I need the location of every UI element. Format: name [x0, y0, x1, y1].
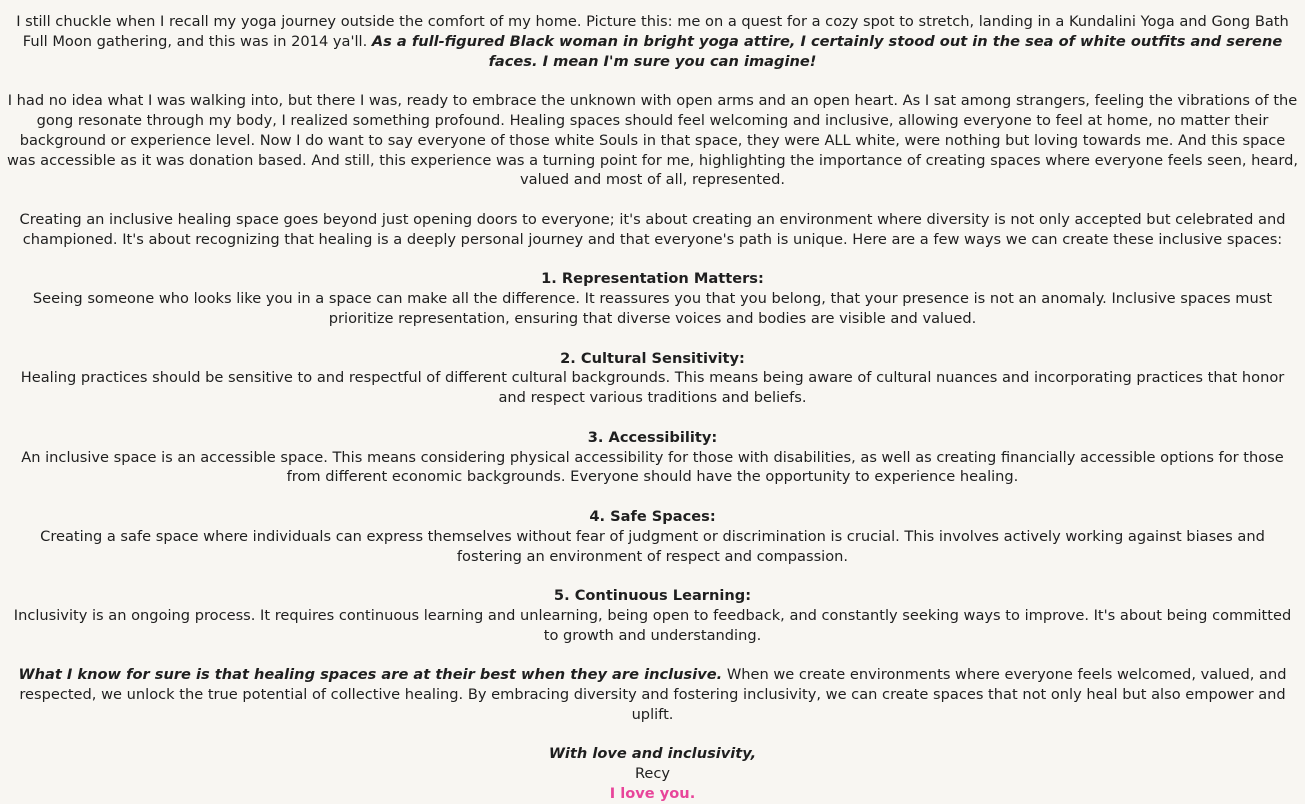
- section-heading: 3. Accessibility:: [587, 428, 718, 446]
- signature-closing: With love and inclusivity,: [548, 745, 757, 763]
- intro-paragraph-3: Creating an inclusive healing space goes beyond just opening doors to everyone; it's about creating an environment where diversity is not only accepted but celebrated and championed. It's about recognizing that healing is a deeply personal journey and that everyone's path is unique. Here are a few ways we can create these inclusive spaces:: [19, 210, 1286, 248]
- section-safe-spaces: [6, 507, 1299, 566]
- section-body: Creating a safe space where individuals can express themselves without fear of judgment or discrimination is crucial. This involves actively working against biases and fostering an environment of respect and compassion.: [40, 527, 1265, 565]
- signature-name: Recy: [634, 765, 671, 783]
- section-body: Healing practices should be sensitive to and respectful of different cultural backgrounds. This means being aware of cultural nuances and incorporating practices that honor and respect various traditions and beliefs.: [20, 369, 1285, 407]
- section-accessibility: [6, 428, 1299, 487]
- section-heading: 1. Representation Matters:: [541, 270, 764, 288]
- section-body: An inclusive space is an accessible space. This means considering physical accessibility for those with disabilities, as well as creating financially accessible options for those from different economic backgrounds. Everyone should have the opportunity to experience healing.: [21, 448, 1284, 486]
- section-cultural-sensitivity: [6, 349, 1299, 408]
- section-continuous-learning: [6, 586, 1299, 645]
- section-body: Inclusivity is an ongoing process. It requires continuous learning and unlearning, being open to feedback, and constantly seeking ways to improve. It's about being committed to growth and understanding.: [13, 606, 1292, 644]
- section-heading: 4. Safe Spaces:: [589, 507, 716, 525]
- section-representation: [6, 269, 1299, 328]
- conclusion-paragraph: [6, 665, 1299, 724]
- section-heading: 5. Continuous Learning:: [553, 587, 752, 605]
- signature-block: [6, 744, 1299, 803]
- conclusion-emphasis: What I know for sure is that healing spaces are at their best when they are inclusive.: [18, 666, 723, 684]
- intro-paragraph-1: [6, 12, 1299, 71]
- love-note: I love you.: [609, 785, 696, 803]
- intro-paragraph-2: I had no idea what I was walking into, but there I was, ready to embrace the unknown with open arms and an open heart. As I sat among strangers, feeling the vibrations of the gong resonate through my body, I realized something profound. Healing spaces should feel welcoming and inclusive, allowing everyone to feel at home, no matter their background or experience level. Now I do want to say everyone of those white Souls in that space, they were ALL white, were nothing but loving towards me. And this space was accessible as it was donation based. And still, this experience was a turning point for me, highlighting the importance of creating spaces where everyone feels seen, heard, valued and most of all, represented.: [7, 92, 1298, 189]
- conclusion-text: When we create environments where everyone feels welcomed, valued, and respected, we unlock the true potential of collective healing. By embracing diversity and fostering inclusivity, we can create spaces that not only heal but also empower and uplift.: [19, 666, 1287, 723]
- intro-paragraph-1-emphasis: As a full-figured Black woman in bright yoga attire, I certainly stood out in the sea of white outfits and serene faces. I mean I'm sure you can imagine!: [371, 32, 1283, 70]
- section-heading: 2. Cultural Sensitivity:: [560, 349, 745, 367]
- intro-paragraph-1-text: I still chuckle when I recall my yoga journey outside the comfort of my home. Picture this: me on a quest for a cozy spot to stretch, landing in a Kundalini Yoga and Gong Bath Full Moon gathering, and this was in 2014 ya'll.: [16, 13, 1289, 50]
- section-body: Seeing someone who looks like you in a space can make all the difference. It reassures you that you belong, that your presence is not an anomaly. Inclusive spaces must prioritize representation, ensuring that diverse voices and bodies are visible and valued.: [32, 290, 1273, 327]
